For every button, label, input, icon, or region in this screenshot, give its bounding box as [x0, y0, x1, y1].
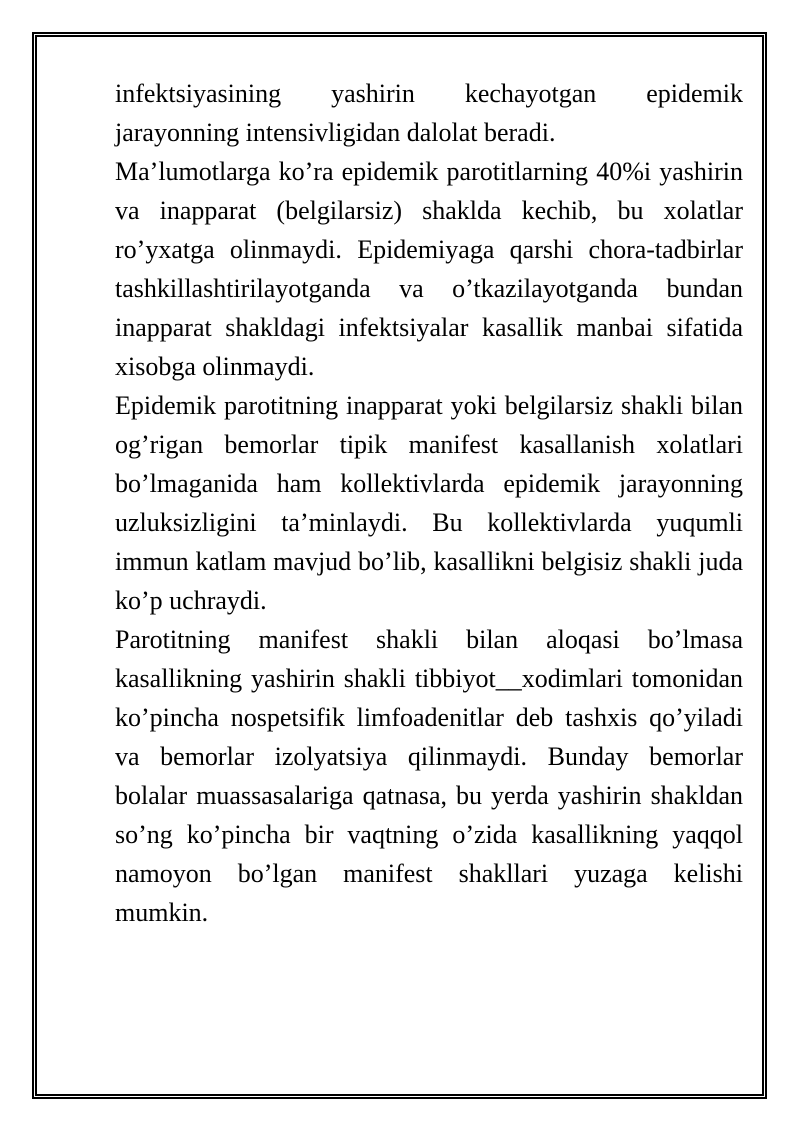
paragraph: infektsiyasining yashirin kechayotgan epidemik jarayonning intensivligidan dalolat beradi.: [115, 79, 743, 147]
paragraph: Epidemik parotitning inapparat yoki belgilarsiz shakli bilan og’rigan bemorlar tipik manifest kasallanish xolatlari bo’lmaganida ham kollektivlarda epidemik jarayonning uzluksizligini ta’minlaydi. Bu kollektivlarda yuqumli immun katlam mavjud bo’lib, kasallikni belgisiz shakli juda ko’p uchraydi.: [115, 391, 743, 615]
paragraph: Parotitning manifest shakli bilan aloqasi bo’lmasa kasallikning yashirin shakli tibbiyot__xodimlari tomonidan ko’pincha nospetsifik limfoadenitlar deb tashxis qo’yiladi va bemorlar izolyatsiya qilinmaydi. Bunday bemorlar bolalar muassasalariga qatnasa, bu yerda yashirin shakldan so’ng ko’pincha bir vaqtning o’zida kasallikning yaqqol namoyon bo’lgan manifest shakllari yuzaga kelishi mumkin.: [115, 625, 743, 927]
document-body: [115, 74, 743, 932]
paragraph: Ma’lumotlarga ko’ra epidemik parotitlarning 40%i yashirin va inapparat (belgilarsiz) shaklda kechib, bu xolatlar ro’yxatga olinmaydi. Epidemiyaga qarshi chora-tadbirlar tashkillashtirilayotganda va o’tkazilayotganda bundan inapparat shakldagi infektsiyalar kasallik manbai sifatida xisobga olinmaydi.: [115, 157, 743, 381]
